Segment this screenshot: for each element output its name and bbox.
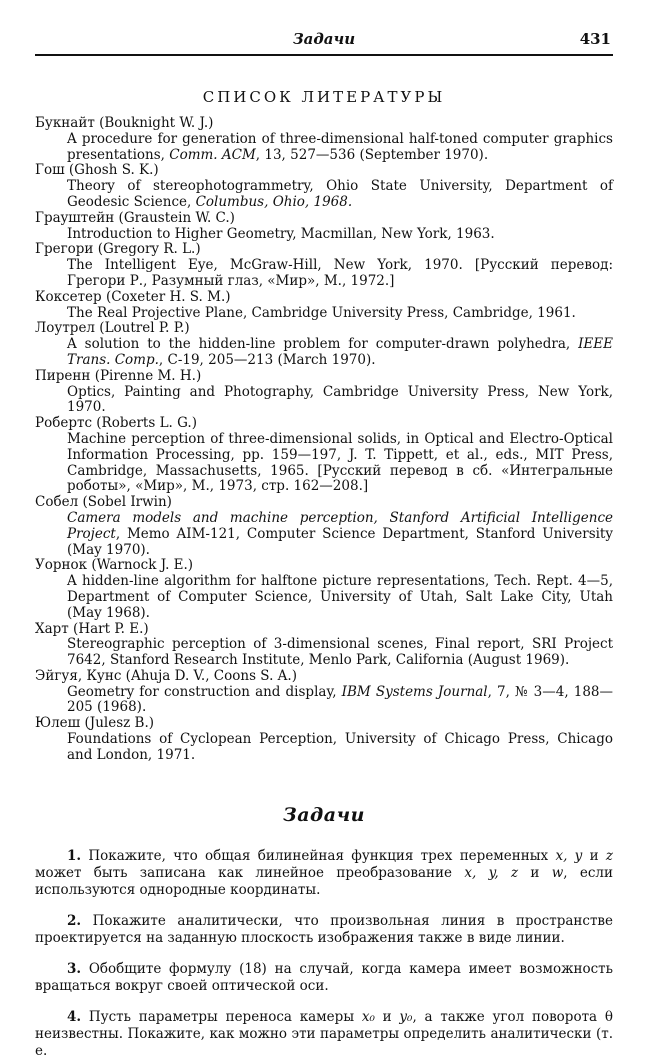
text-run: Geometry for construction and display, xyxy=(67,683,342,700)
text-run: Introduction to Higher Geometry, Macmillan, New York, 1963. xyxy=(67,225,495,242)
problem-item xyxy=(35,961,613,995)
reference-entry xyxy=(35,290,613,322)
reference-author: Гош (Ghosh S. K.) xyxy=(35,162,159,179)
references-title: СПИСОК ЛИТЕРАТУРЫ xyxy=(202,88,446,106)
reference-text xyxy=(35,132,613,164)
problem-number: 4. xyxy=(67,1008,82,1025)
text-run: , 7, № 3—4, 188—205 (1968). xyxy=(67,683,613,716)
running-head-title: Задачи xyxy=(292,30,356,48)
reference-author: Робертс (Roberts L. G.) xyxy=(35,415,197,432)
reference-entry xyxy=(35,716,613,763)
text-run: и xyxy=(518,864,552,881)
text-run: Columbus, Ohio, 1968. xyxy=(195,193,353,210)
text-run: Camera models and machine perception, Stanford Artificial Intelligence Project xyxy=(67,509,613,542)
reference-author: Граyштейн (Graustein W. C.) xyxy=(35,209,235,226)
text-run: Optics, Painting and Photography, Cambridge University Press, New York, 1970. xyxy=(67,383,613,416)
text-run: Foundations of Cyclopean Perception, University of Chicago Press, Chicago and London, 1971. xyxy=(67,731,613,763)
text-run: w xyxy=(551,864,564,881)
text-run: The Intelligent Eye, McGraw-Hill, New York, 1970. [Русский перевод: Грегори Р., Разумный глаз, «Мир», М., 1972.] xyxy=(67,257,613,289)
text-run: A solution to the hidden-line problem for computer-drawn polyhedra, xyxy=(67,336,579,353)
text-run: Comm. ACM xyxy=(169,146,256,163)
reference-entry xyxy=(35,622,613,669)
reference-text xyxy=(35,685,613,717)
page-number: 431 xyxy=(579,30,611,48)
reference-text xyxy=(35,385,613,417)
text-run: Machine perception of three-dimensional solids, in Optical and Electro-Optical Information Processing, pp. 159—197, J. T. Tippett, et al., eds., MIT Press, Cambridge, Massachusetts, 1965. [Русский перевод в сб. «Интегральные роботы», «Мир», М., 1973, стр. 162—208.] xyxy=(67,430,613,495)
reference-text xyxy=(35,637,613,669)
text-run: , если используются однородные координаты. xyxy=(35,864,613,898)
reference-author: Собел (Sobel Irwin) xyxy=(35,494,172,511)
reference-author: Харт (Hart P. E.) xyxy=(35,620,149,637)
problem-item xyxy=(35,848,613,899)
reference-entry xyxy=(35,242,613,289)
reference-entry xyxy=(35,321,613,368)
text-run: , C-19, 205—213 (March 1970). xyxy=(158,351,376,368)
reference-text xyxy=(35,432,613,495)
problem-number: 1. xyxy=(67,847,82,864)
reference-entry xyxy=(35,495,613,558)
reference-entry xyxy=(35,558,613,621)
reference-author: Грегори (Gregory R. L.) xyxy=(35,241,201,258)
reference-author: Уорнок (Warnock J. E.) xyxy=(35,557,194,574)
text-run: z xyxy=(605,847,613,864)
reference-author: Коксетер (Coxeter H. S. M.) xyxy=(35,288,231,305)
text-run: , Memo AIM-121, Computer Science Department, Stanford University (May 1970). xyxy=(67,525,613,558)
reference-entry xyxy=(35,416,613,495)
reference-author: Пиренн (Pirenne M. H.) xyxy=(35,367,202,384)
reference-text xyxy=(35,258,613,290)
text-run: The Real Projective Plane, Cambridge University Press, Cambridge, 1961. xyxy=(67,304,576,321)
running-head xyxy=(35,30,613,50)
text-run: Покажите аналитически, что произвольная линия в пространстве проектируется на заданную плоскость изображения также в виде линии. xyxy=(35,912,613,946)
reference-author: Лоутрел (Loutrel P. P.) xyxy=(35,320,190,337)
problems-title: Задачи xyxy=(283,803,365,826)
text-run: Пусть параметры переноса камеры xyxy=(81,1008,362,1025)
text-run: A procedure for generation of three-dimensional half-toned computer graphics presentations, xyxy=(67,130,613,163)
reference-entry xyxy=(35,369,613,416)
text-run: x₀ xyxy=(361,1008,375,1025)
header-rule xyxy=(35,54,613,56)
reference-entry xyxy=(35,163,613,210)
reference-text xyxy=(35,511,613,558)
reference-text xyxy=(35,574,613,621)
text-run: , 13, 527—536 (September 1970). xyxy=(255,146,489,163)
reference-text xyxy=(35,732,613,764)
text-run: A hidden-line algorithm for halftone picture representations, Tech. Rept. 4—5, Department of Computer Science, University of Utah, Salt Lake City, Utah (May 1968). xyxy=(67,573,613,621)
text-run: и xyxy=(374,1008,400,1025)
reference-text xyxy=(35,227,613,243)
text-run: , а также угол поворота θ неизвестны. Покажите, как можно эти параметры определить аналитически (т. е. xyxy=(35,1008,613,1059)
problem-number: 3. xyxy=(67,960,82,977)
reference-entry xyxy=(35,211,613,243)
reference-entry xyxy=(35,116,613,163)
reference-text xyxy=(35,337,613,369)
text-run: x, y xyxy=(555,847,583,864)
problem-item xyxy=(35,913,613,947)
text-run: IEEE Trans. Comp. xyxy=(67,336,613,368)
reference-author: Юлеш (Julesz B.) xyxy=(35,715,155,732)
problem-item xyxy=(35,1009,613,1060)
problem-number: 2. xyxy=(67,912,82,929)
text-run: Stereographic perception of 3-dimensional scenes, Final report, SRI Project 7642, Stanford Research Institute, Menlo Park, California (August 1969). xyxy=(67,636,613,669)
reference-author: Букнайт (Bouknight W. J.) xyxy=(35,115,214,131)
reference-text xyxy=(35,306,613,322)
text-run: Theory of stereophotogrammetry, Ohio State University, Department of Geodesic Science, xyxy=(67,178,613,210)
text-run: Обобщите формулу (18) на случай, когда камера имеет возможность вращаться вокруг своей оптической оси. xyxy=(35,960,613,994)
text-run: Покажите, что общая билинейная функция трех переменных xyxy=(81,847,556,864)
reference-text xyxy=(35,179,613,211)
reference-author: Эйгуя, Кунс (Ahuja D. V., Coons S. A.) xyxy=(35,667,297,684)
text-run: IBM Systems Journal xyxy=(341,683,488,700)
reference-entry xyxy=(35,669,613,716)
problems-list xyxy=(35,848,613,1060)
bibliography xyxy=(35,116,613,764)
text-run: и xyxy=(582,847,606,864)
text-run: x, y, z xyxy=(464,864,519,881)
text-run: может быть записана как линейное преобразование xyxy=(35,864,465,881)
text-run: y₀ xyxy=(399,1008,413,1025)
